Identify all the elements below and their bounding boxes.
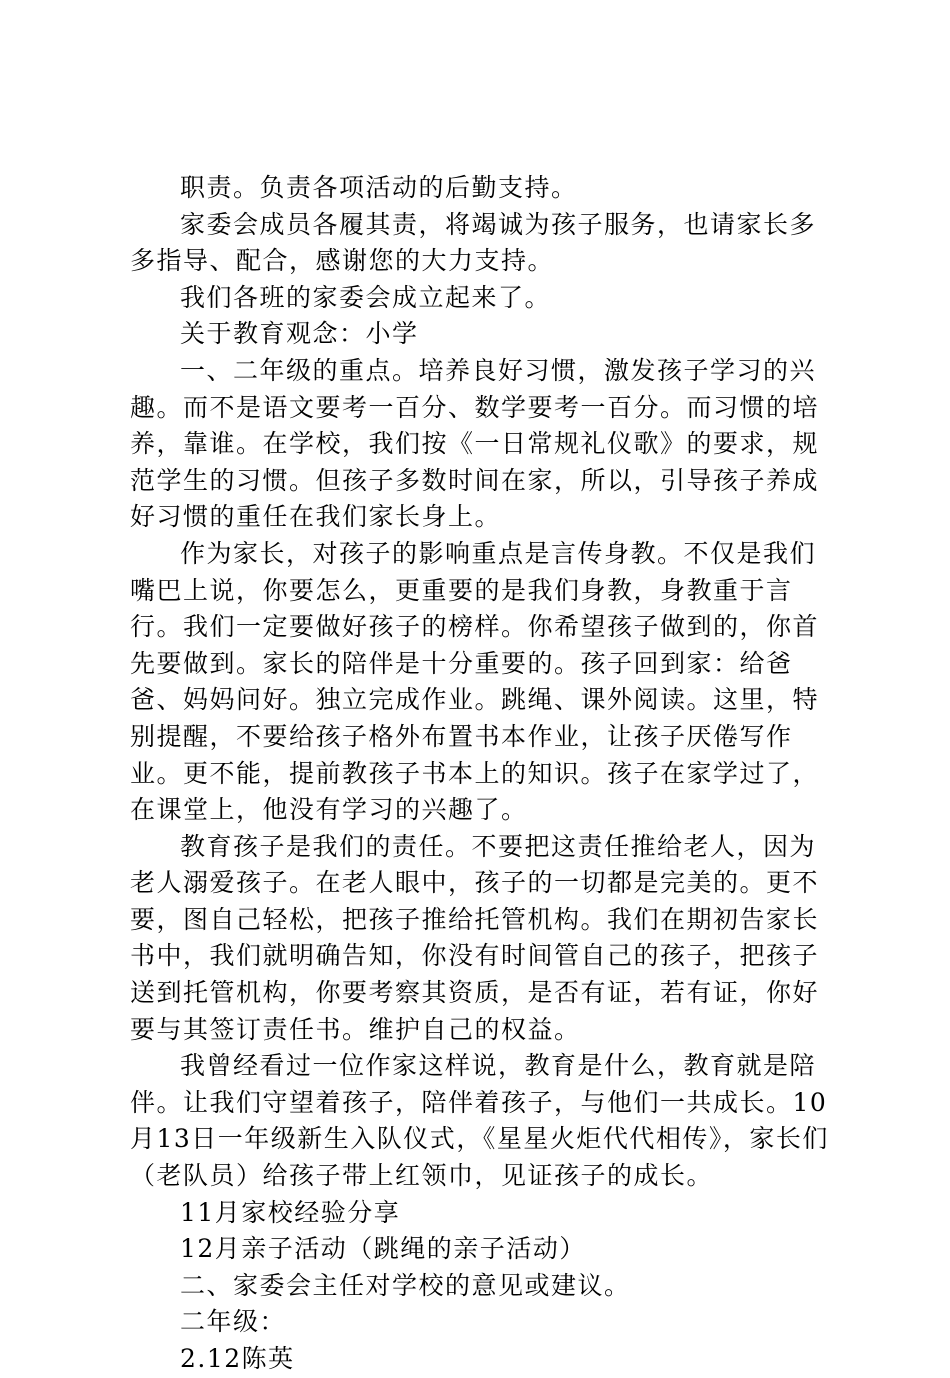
paragraph: 2.12陈英 xyxy=(180,1344,295,1373)
paragraph: 职责。负责各项活动的后勤支持。 xyxy=(180,173,578,202)
paragraph: 一、二年级的重点。培养良好习惯，激发孩子学习的兴趣。而不是语文要考一百分、数学要考一百分。而习惯的培养，靠谁。在学校，我们按《一日常规礼仪歌》的要求，规范学生的习惯。但孩子多数时间在家，所以，引导孩子养成好习惯的重任在我们家长身上。 xyxy=(130,355,820,532)
paragraph: 12月亲子活动（跳绳的亲子活动） xyxy=(180,1234,586,1264)
paragraph: 11月家校经验分享 xyxy=(180,1197,401,1227)
paragraph: 家委会成员各履其责，将竭诚为孩子服务，也请家长多多指导、配合，感谢您的大力支持。 xyxy=(130,209,817,276)
paragraph: 教育孩子是我们的责任。不要把这责任推给老人，因为老人溺爱孩子。在老人眼中，孩子的一切都是完美的。更不要，图自己轻松，把孩子推给托管机构。我们在期初告家长书中，我们就明确告知，你没有时间管自己的孩子，把孩子送到托管机构，你要考察其资质，是否有证，若有证，你好要与其签订责任书。维护自己的权益。 xyxy=(130,831,820,1044)
document-body xyxy=(130,170,840,1378)
paragraph: 作为家长，对孩子的影响重点是言传身教。不仅是我们嘴巴上说，你要怎么，更重要的是我们身教，身教重于言行。我们一定要做好孩子的榜样。你希望孩子做到的，你首先要做到。家长的陪伴是十分重要的。孩子回到家：给爸爸、妈妈问好。独立完成作业。跳绳、课外阅读。这里，特别提醒，不要给孩子格外布置书本作业，让孩子厌倦写作业。更不能，提前教孩子书本上的知识。孩子在家学过了，在课堂上，他没有学习的兴趣了。 xyxy=(130,538,820,825)
paragraph: 关于教育观念：小学 xyxy=(180,319,419,349)
paragraph: 二年级： xyxy=(180,1307,287,1337)
paragraph: 我们各班的家委会成立起来了。 xyxy=(180,282,552,312)
paragraph: 二、家委会主任对学校的意见或建议。 xyxy=(180,1270,631,1300)
paragraph: 我曾经看过一位作家这样说，教育是什么，教育就是陪伴。让我们守望着孩子，陪伴着孩子，与他们一共成长。10月13日一年级新生入队仪式，《星星火炬代代相传》，家长们（老队员）给孩子带上红领巾，见证孩子的成长。 xyxy=(130,1051,829,1191)
